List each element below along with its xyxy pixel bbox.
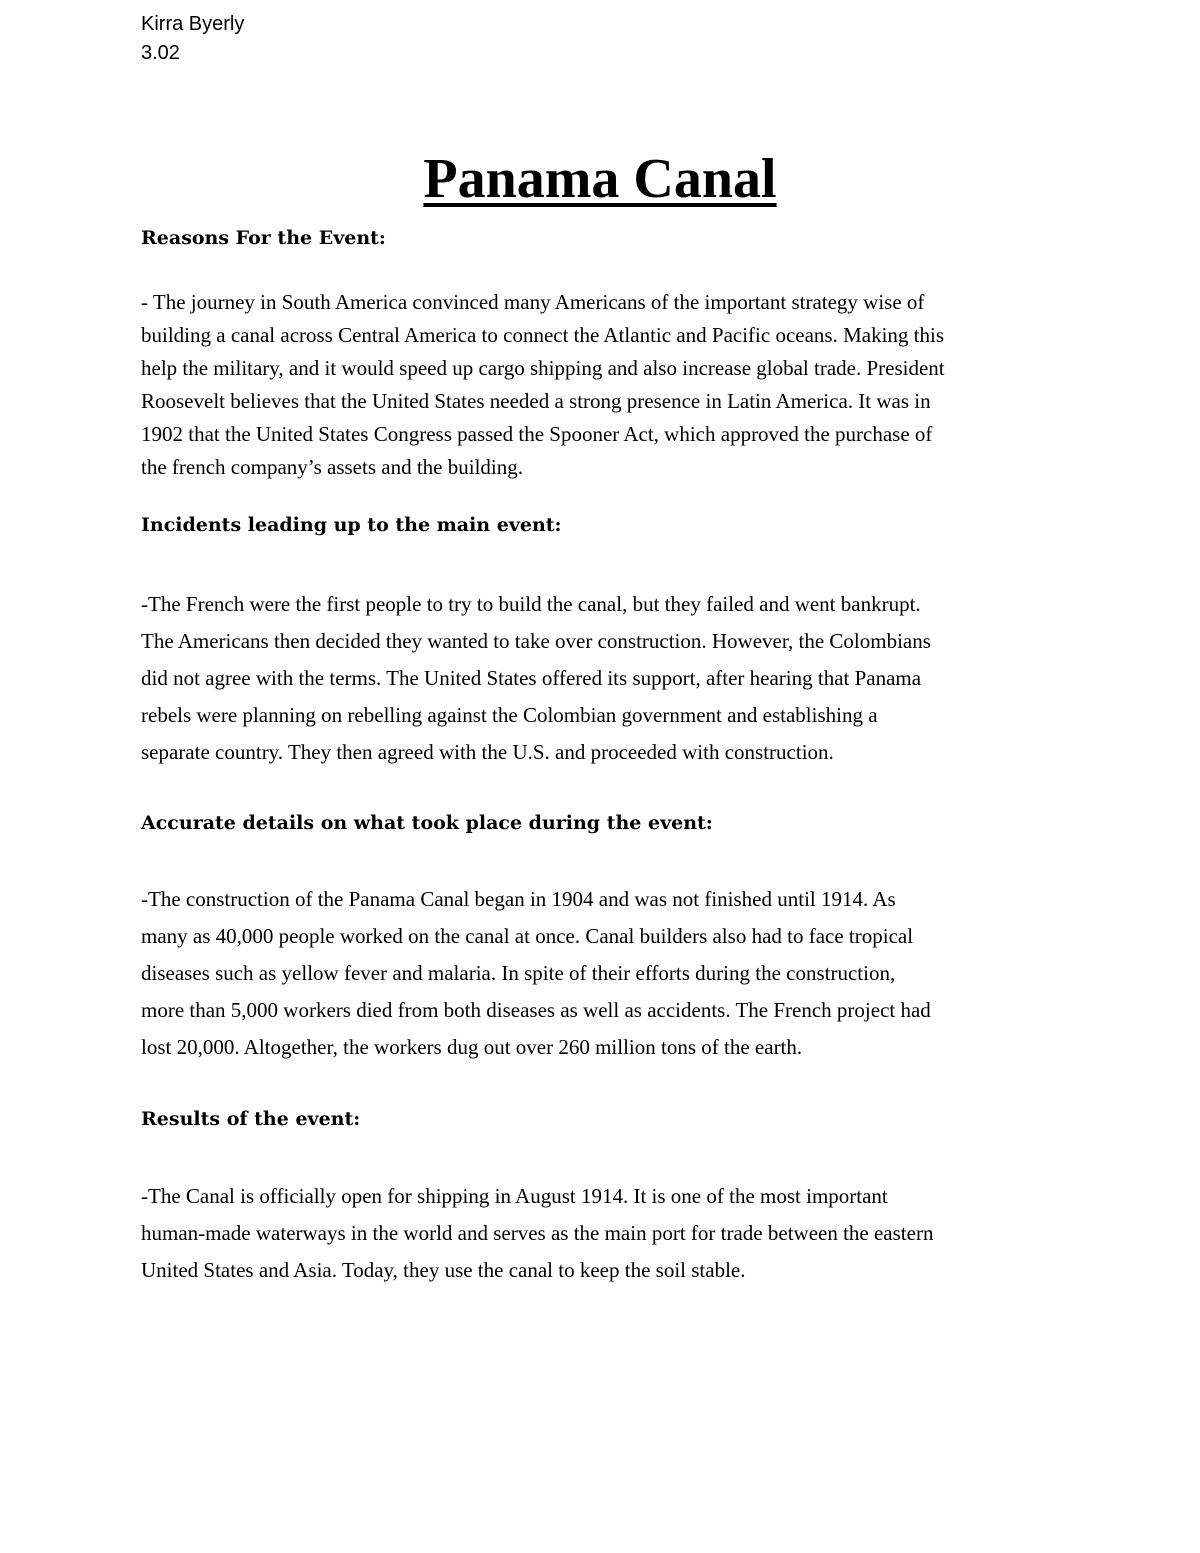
paragraph-line: did not agree with the terms. The United States offered its support, after hearing that Panama [141, 666, 922, 690]
document-title [0, 146, 1200, 212]
paragraph-line: human-made waterways in the world and serves as the main port for trade between the eastern [141, 1221, 934, 1245]
paragraph-line: United States and Asia. Today, they use the canal to keep the soil stable. [141, 1258, 746, 1282]
paragraph-line: diseases such as yellow fever and malaria. In spite of their efforts during the construction, [141, 961, 896, 985]
paragraph-line: The Americans then decided they wanted to take over construction. However, the Colombians [141, 629, 931, 653]
document-header [141, 10, 244, 68]
section-heading-incidents: Incidents leading up to the main event: [141, 514, 562, 536]
paragraph-line: many as 40,000 people worked on the canal at once. Canal builders also had to face tropical [141, 924, 914, 948]
section-body-results [141, 1178, 1061, 1289]
section-heading-results: Results of the event: [141, 1108, 361, 1130]
paragraph-line: lost 20,000. Altogether, the workers dug out over 260 million tons of the earth. [141, 1035, 803, 1059]
paragraph-line: 1902 that the United States Congress passed the Spooner Act, which approved the purchase of [141, 422, 933, 446]
paragraph-line: rebels were planning on rebelling against the Colombian government and establishing a [141, 703, 878, 727]
assignment-number: 3.02 [141, 42, 180, 64]
paragraph-line: - The journey in South America convinced many Americans of the important strategy wise of [141, 290, 925, 314]
paragraph-line: Roosevelt believes that the United States needed a strong presence in Latin America. It was in [141, 389, 931, 413]
section-heading-reasons: Reasons For the Event: [141, 227, 386, 249]
section-body-incidents [141, 586, 1061, 771]
paragraph-line: building a canal across Central America to connect the Atlantic and Pacific oceans. Making this [141, 323, 944, 347]
author-name: Kirra Byerly [141, 13, 245, 35]
section-body-details [141, 881, 1061, 1066]
paragraph-line: separate country. They then agreed with the U.S. and proceeded with construction. [141, 740, 834, 764]
paragraph-line: -The Canal is officially open for shipping in August 1914. It is one of the most important [141, 1184, 888, 1208]
paragraph-line: help the military, and it would speed up cargo shipping and also increase global trade. President [141, 356, 945, 380]
section-body-reasons [141, 286, 1061, 484]
paragraph-line: -The French were the first people to try to build the canal, but they failed and went bankrupt. [141, 592, 921, 616]
document-title-text: Panama Canal [423, 148, 777, 210]
paragraph-line: -The construction of the Panama Canal began in 1904 and was not finished until 1914. As [141, 887, 896, 911]
section-heading-details: Accurate details on what took place during the event: [141, 812, 713, 834]
paragraph-line: the french company’s assets and the building. [141, 455, 523, 479]
paragraph-line: more than 5,000 workers died from both diseases as well as accidents. The French project had [141, 998, 931, 1022]
